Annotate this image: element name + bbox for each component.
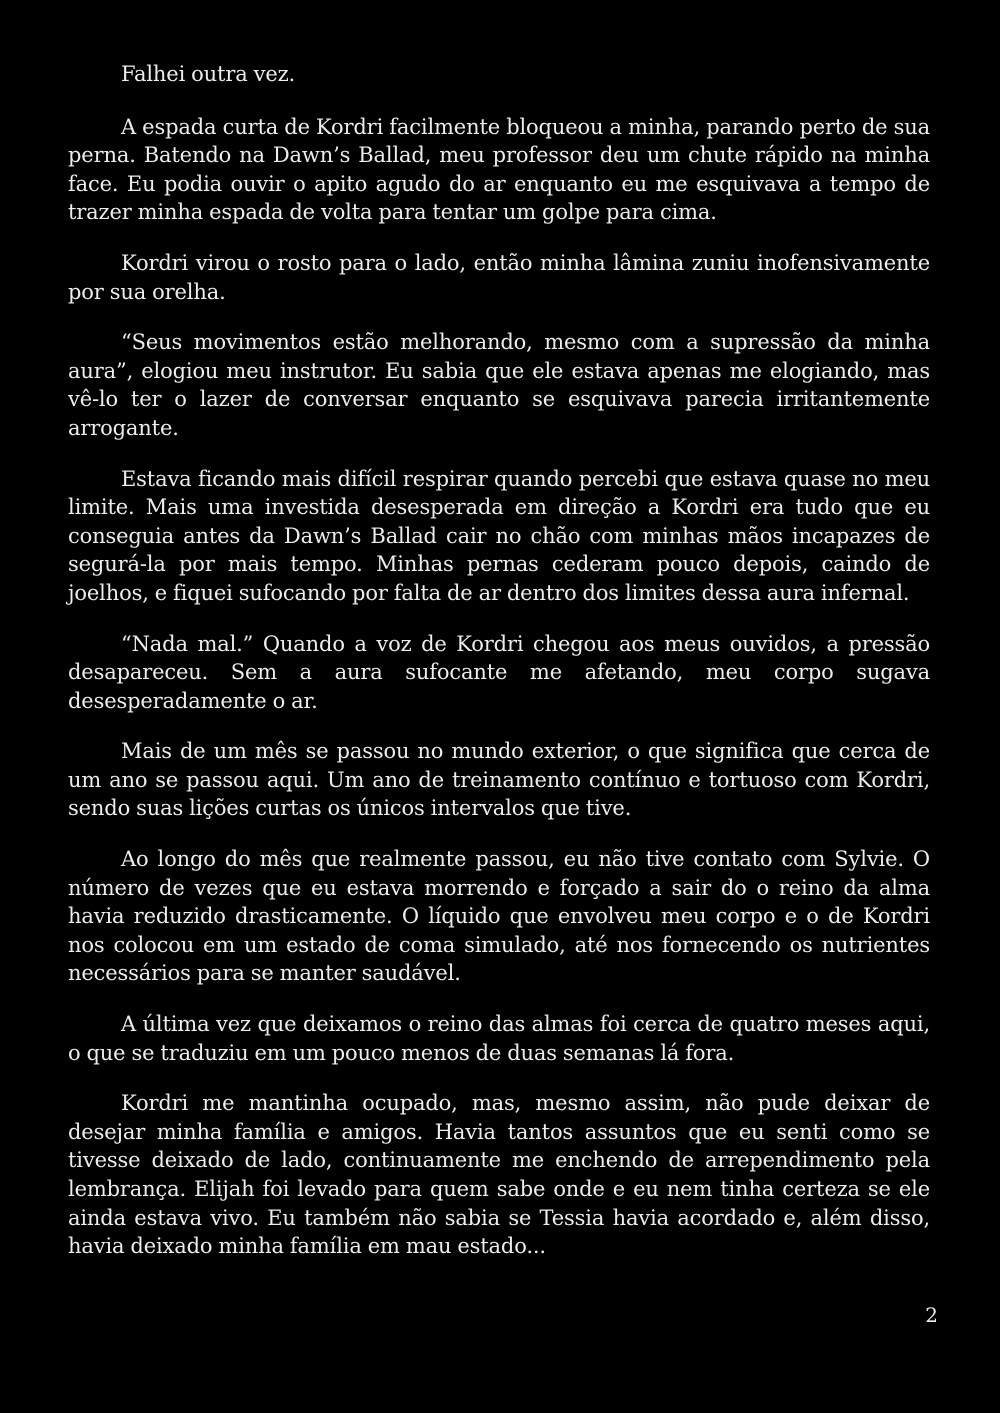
paragraph-6: “Nada mal.” Quando a voz de Kordri chegou aos meus ouvidos, a pressão desapareceu. Sem a aura sufocante me afetando, meu corpo sugava desesperadamente o ar.	[68, 631, 930, 713]
paragraph-2: A espada curta de Kordri facilmente bloqueou a minha, parando perto de sua perna. Batendo na Dawn’s Ballad, meu professor deu um chute rápido na minha face. Eu podia ouvir o apito agudo do ar enquanto eu me esquivava a tempo de trazer minha espada de volta para tentar um golpe para cima.	[68, 114, 930, 225]
paragraph-5: Estava ficando mais difícil respirar quando percebi que estava quase no meu limite. Mais uma investida desesperada em direção a Kordri era tudo que eu conseguia antes da Dawn’s Ballad cair no chão com minhas mãos incapazes de segurá-la por mais tempo. Minhas pernas cederam pouco depois, caindo de joelhos, e fiquei sufocando por falta de ar dentro dos limites dessa aura infernal.	[68, 466, 930, 605]
paragraph-3: Kordri virou o rosto para o lado, então minha lâmina zuniu inofensivamente por sua orelha.	[68, 250, 930, 304]
page-number: 2	[925, 1303, 938, 1327]
paragraph-9: A última vez que deixamos o reino das almas foi cerca de quatro meses aqui, o que se traduziu em um pouco menos de duas semanas lá fora.	[68, 1012, 930, 1065]
paragraph-1: Falhei outra vez.	[121, 62, 296, 86]
text-body	[68, 60, 930, 1283]
paragraph-10: Kordri me mantinha ocupado, mas, mesmo assim, não pude deixar de desejar minha família e amigos. Havia tantos assuntos que eu senti como se tivesse deixado de lado, continuamente me enchendo de arrependimento pela lembrança. Elijah foi levado para quem sabe onde e eu nem tinha certeza se ele ainda estava vivo. Eu também não sabia se Tessia havia acordado e, além disso, havia deixado minha família em mau estado...	[68, 1091, 930, 1259]
paragraph-4: “Seus movimentos estão melhorando, mesmo com a supressão da minha aura”, elogiou meu instrutor. Eu sabia que ele estava apenas me elogiando, mas vê-lo ter o lazer de conversar enquanto se esquivava parecia irritantemente arrogante.	[68, 330, 930, 440]
paragraph-8: Ao longo do mês que realmente passou, eu não tive contato com Sylvie. O número de vezes que eu estava morrendo e forçado a sair do o reino da alma havia reduzido drasticamente. O líquido que envolveu meu corpo e o de Kordri nos colocou em um estado de coma simulado, até nos fornecendo os nutrientes necessários para se manter saudável.	[68, 847, 930, 986]
paragraph-7: Mais de um mês se passou no mundo exterior, o que significa que cerca de um ano se passou aqui. Um ano de treinamento contínuo e tortuoso com Kordri, sendo suas lições curtas os únicos intervalos que tive.	[68, 739, 930, 821]
